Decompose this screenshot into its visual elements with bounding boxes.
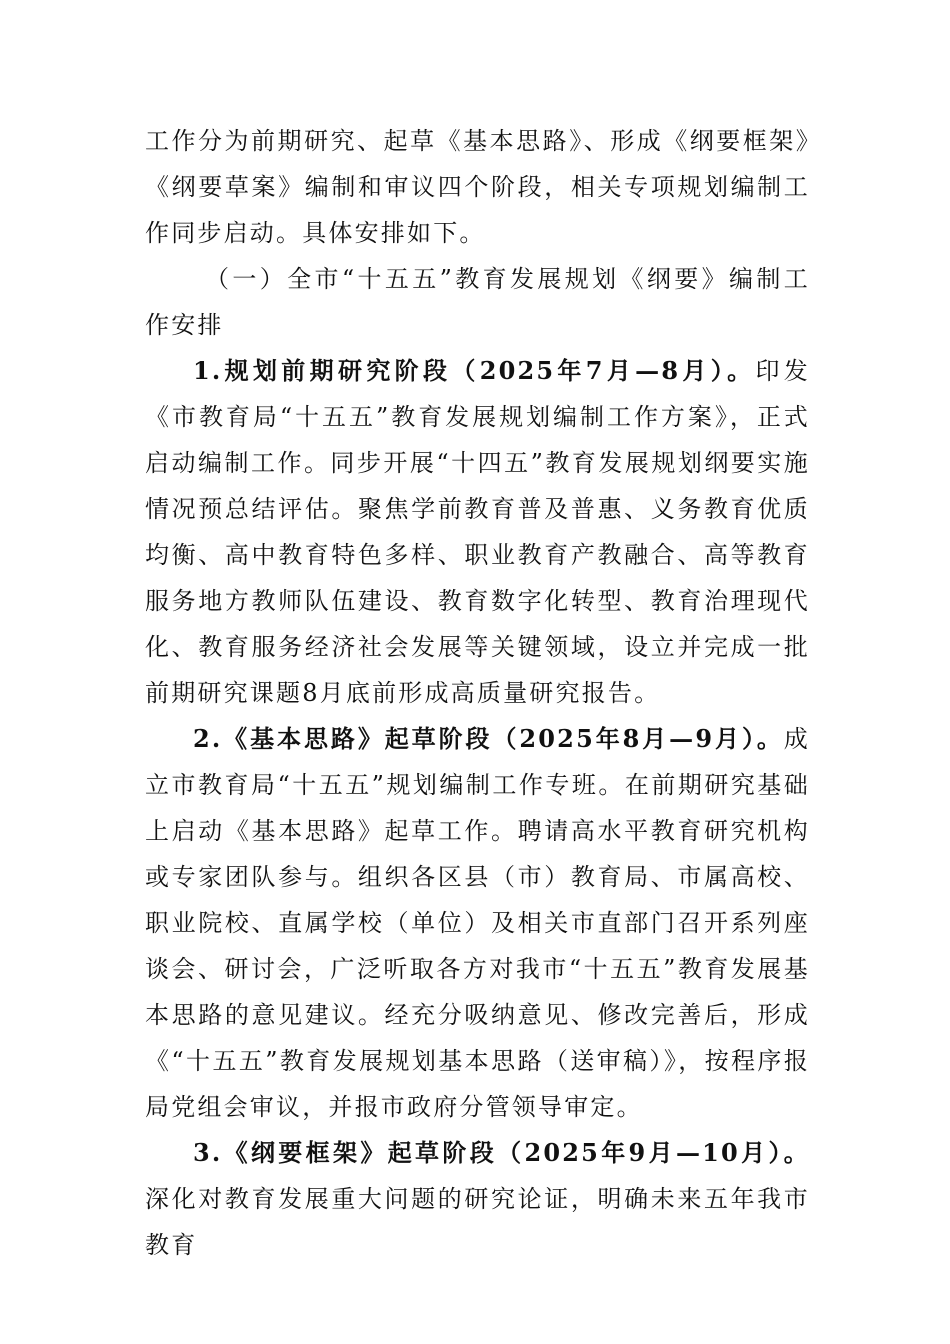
item-title-1: 1.规划前期研究阶段（2025年7月—8月）。 bbox=[193, 356, 756, 385]
item-title-3: 3.《纲要框架》起草阶段（2025年9月—10月）。 bbox=[193, 1138, 810, 1167]
item-paragraph-1 bbox=[145, 348, 810, 716]
item-body-3: 深化对教育发展重大问题的研究论证，明确未来五年我市教育 bbox=[145, 1185, 810, 1259]
item-body-2: 成立市教育局“十五五”规划编制工作专班。在前期研究基础上启动《基本思路》起草工作。聘请高水平教育研究机构或专家团队参与。组织各区县（市）教育局、市属高校、职业院校、直属学校（单位）及相关市直部门召开系列座谈会、研讨会，广泛听取各方对我市“十五五”教育发展基本思路的意见建议。经充分吸纳意见、修改完善后，形成《“十五五”教育发展规划基本思路（送审稿）》，按程序报局党组会审议，并报市政府分管领导审定。 bbox=[145, 725, 810, 1121]
document-body bbox=[145, 118, 810, 1268]
item-body-1: 印发《市教育局“十五五”教育发展规划编制工作方案》，正式启动编制工作。同步开展“十四五”教育发展规划纲要实施情况预总结评估。聚焦学前教育普及普惠、义务教育优质均衡、高中教育特色多样、职业教育产教融合、高等教育服务地方教师队伍建设、教育数字化转型、教育治理现代化、教育服务经济社会发展等关键领域，设立并完成一批前期研究课题8月底前形成高质量研究报告。 bbox=[145, 357, 810, 707]
item-paragraph-3 bbox=[145, 1130, 810, 1268]
section-heading: （一）全市“十五五”教育发展规划《纲要》编制工作安排 bbox=[145, 265, 810, 339]
item-title-2: 2.《基本思路》起草阶段（2025年8月—9月）。 bbox=[193, 724, 784, 753]
intro-paragraph: 工作分为前期研究、起草《基本思路》、形成《纲要框架》《纲要草案》编制和审议四个阶段，相关专项规划编制工作同步启动。具体安排如下。 bbox=[145, 127, 810, 247]
item-paragraph-2 bbox=[145, 716, 810, 1130]
